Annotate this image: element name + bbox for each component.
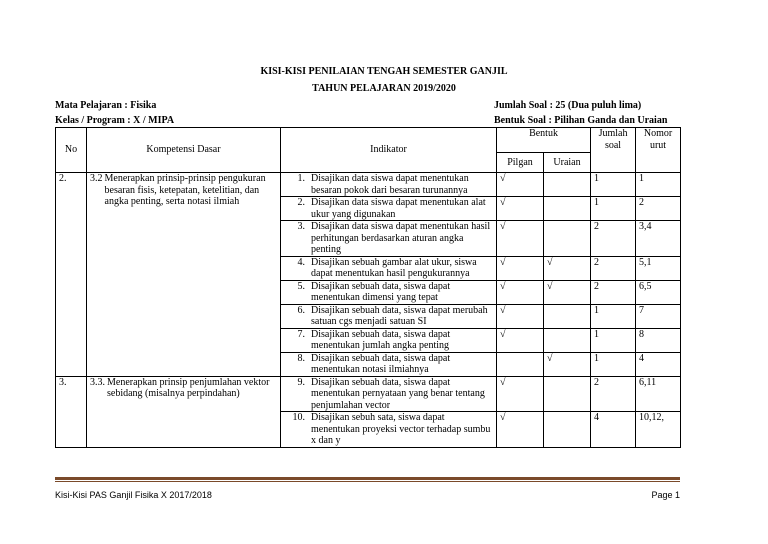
- kd-text: Menerapkan prinsip-prinsip pengukuran besaran fisis, ketepatan, ketelitian, dan angka penting, serta notasi ilmiah: [104, 173, 266, 207]
- indikator-text: Disajikan data siswa dapat menentukan hasil perhitungan berdasarkan aturan angka penting: [311, 221, 491, 255]
- uraian-check-cell: [544, 221, 591, 257]
- indikator-number: 7.: [297, 328, 305, 340]
- jumlah-soal-cell: 1: [591, 173, 636, 197]
- footer-page-number: Page 1: [651, 490, 680, 500]
- kd-cell: [87, 376, 281, 447]
- pilgan-check-cell: [497, 352, 544, 376]
- table-row: [56, 376, 681, 412]
- pilgan-check-cell: √: [497, 221, 544, 257]
- jumlah-soal-cell: 2: [591, 256, 636, 280]
- nomor-urut-cell: 10,12,: [636, 412, 681, 448]
- nomor-urut-cell: 7: [636, 304, 681, 328]
- kd-code: 3.2: [90, 173, 103, 184]
- pilgan-check-cell: √: [497, 412, 544, 448]
- doc-title: KISI-KISI PENILAIAN TENGAH SEMESTER GANJIL: [260, 66, 508, 77]
- indikator-number: 8.: [297, 352, 305, 364]
- nomor-urut-cell: 6,11: [636, 376, 681, 412]
- indikator-text: Disajikan sebuah gambar alat ukur, siswa dapat menentukan hasil pengukurannya: [311, 256, 477, 279]
- uraian-check-cell: [544, 197, 591, 221]
- header-kompetensi-dasar: Kompetensi Dasar: [87, 128, 281, 173]
- uraian-check-cell: [544, 328, 591, 352]
- indikator-number: 10.: [292, 412, 305, 423]
- jumlah-soal-cell: 1: [591, 304, 636, 328]
- jumlah-soal-cell: 2: [591, 280, 636, 304]
- nomor-urut-cell: 4: [636, 352, 681, 376]
- uraian-check-cell: √: [544, 352, 591, 376]
- footer-rule-thin: [55, 481, 680, 482]
- uraian-check-cell: [544, 173, 591, 197]
- pilgan-check-cell: √: [497, 328, 544, 352]
- jumlah-soal-cell: 4: [591, 412, 636, 448]
- kelas-program: Kelas / Program : X / MIPA: [55, 115, 175, 126]
- indikator-cell: [281, 173, 497, 197]
- indikator-cell: [281, 221, 497, 257]
- indikator-cell: [281, 280, 497, 304]
- nomor-urut-cell: 1: [636, 173, 681, 197]
- kd-number-cell: 3.: [56, 376, 87, 447]
- pilgan-check-cell: √: [497, 376, 544, 412]
- indikator-cell: [281, 256, 497, 280]
- header-no: No: [56, 128, 87, 173]
- kd-number-cell: 2.: [56, 173, 87, 377]
- table-body: [56, 173, 681, 448]
- nomor-urut-cell: 8: [636, 328, 681, 352]
- indikator-cell: [281, 412, 497, 448]
- indikator-text: Disajikan sebuah data, siswa dapat menentukan notasi ilmiahnya: [311, 352, 451, 375]
- header-pilgan: Pilgan: [497, 153, 544, 173]
- kisi-kisi-table: [55, 127, 681, 448]
- header-nomor-urut: Nomor urut: [636, 128, 681, 173]
- uraian-check-cell: [544, 376, 591, 412]
- jumlah-soal-cell: 2: [591, 221, 636, 257]
- nomor-urut-cell: 2: [636, 197, 681, 221]
- kd-text: Menerapkan prinsip penjumlahan vektor sebidang (misalnya perpindahan): [107, 376, 270, 399]
- header-indikator: Indikator: [281, 128, 497, 173]
- header-bentuk: Bentuk: [497, 128, 591, 153]
- indikator-text: Disajikan data siswa dapat menentukan alat ukur yang digunakan: [311, 197, 486, 220]
- bentuk-soal: Bentuk Soal : Pilihan Ganda dan Uraian: [494, 115, 668, 126]
- pilgan-check-cell: √: [497, 280, 544, 304]
- jumlah-soal-cell: 1: [591, 352, 636, 376]
- doc-subtitle: TAHUN PELAJARAN 2019/2020: [312, 83, 456, 94]
- kd-cell: [87, 173, 281, 377]
- footer-left: Kisi-Kisi PAS Ganjil Fisika X 2017/2018: [55, 490, 212, 500]
- indikator-cell: [281, 376, 497, 412]
- indikator-cell: [281, 352, 497, 376]
- mata-pelajaran: Mata Pelajaran : Fisika: [55, 100, 157, 111]
- uraian-check-cell: [544, 304, 591, 328]
- jumlah-soal-cell: 1: [591, 197, 636, 221]
- indikator-number: 6.: [297, 304, 305, 316]
- jumlah-soal-cell: 2: [591, 376, 636, 412]
- jumlah-soal: Jumlah Soal : 25 (Dua puluh lima): [494, 100, 642, 111]
- uraian-check-cell: √: [544, 280, 591, 304]
- pilgan-check-cell: √: [497, 304, 544, 328]
- header-uraian: Uraian: [544, 153, 591, 173]
- indikator-number: 4.: [297, 256, 305, 268]
- nomor-urut-cell: 3,4: [636, 221, 681, 257]
- indikator-cell: [281, 197, 497, 221]
- footer-rule-thick: [55, 477, 680, 480]
- indikator-number: 9.: [297, 376, 305, 388]
- indikator-number: 3.: [297, 221, 305, 232]
- uraian-check-cell: [544, 412, 591, 448]
- indikator-text: Disajikan sebuah data, siswa dapat menentukan jumlah angka penting: [311, 328, 451, 351]
- indikator-text: Disajikan sebuh sata, siswa dapat menentukan proyeksi vector terhadap sumbu x dan y: [311, 412, 491, 446]
- indikator-cell: [281, 328, 497, 352]
- header-jumlah-soal: Jumlah soal: [591, 128, 636, 173]
- indikator-number: 2.: [297, 197, 305, 208]
- uraian-check-cell: √: [544, 256, 591, 280]
- nomor-urut-cell: 6,5: [636, 280, 681, 304]
- jumlah-soal-cell: 1: [591, 328, 636, 352]
- indikator-number: 1.: [297, 173, 305, 184]
- indikator-text: Disajikan data siswa dapat menentukan besaran pokok dari besaran turunannya: [311, 173, 469, 196]
- indikator-text: Disajikan sebuah data, siswa dapat menentukan dimensi yang tepat: [311, 280, 451, 303]
- indikator-text: Disajikan sebuah data, siswa dapat menentukan pernyataan yang benar tentang penjumlahan vector: [311, 376, 485, 411]
- indikator-text: Disajikan sebuah data, siswa dapat merubah satuan cgs menjadi satuan SI: [311, 304, 488, 327]
- pilgan-check-cell: √: [497, 256, 544, 280]
- pilgan-check-cell: √: [497, 173, 544, 197]
- table-row: [56, 173, 681, 197]
- kd-code: 3.3.: [90, 376, 105, 388]
- pilgan-check-cell: √: [497, 197, 544, 221]
- indikator-cell: [281, 304, 497, 328]
- nomor-urut-cell: 5,1: [636, 256, 681, 280]
- indikator-number: 5.: [297, 280, 305, 292]
